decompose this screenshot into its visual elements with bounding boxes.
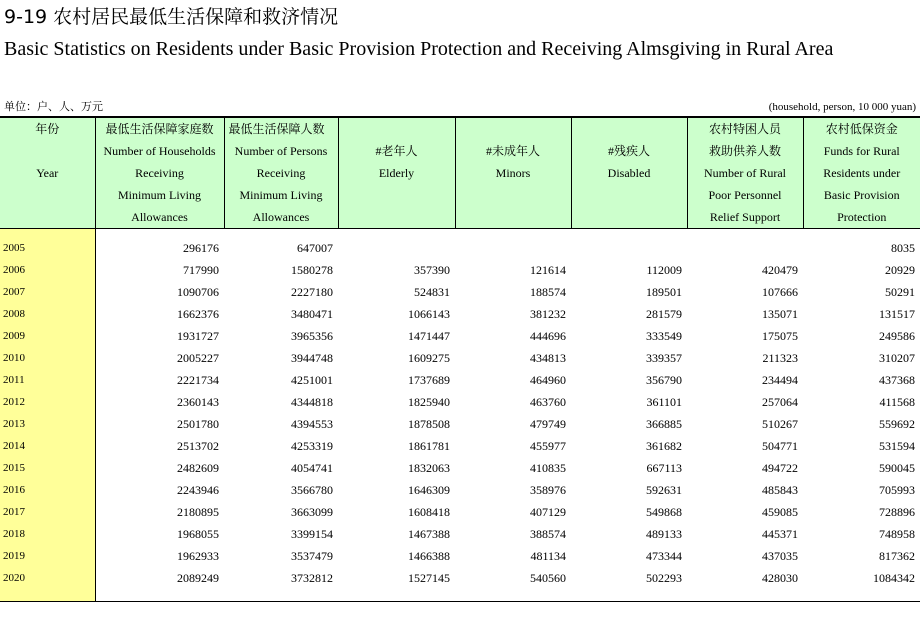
poor-cell: 211323 — [762, 351, 798, 365]
minors-cell: 540560 — [530, 571, 566, 585]
header-persons-line: Minimum Living — [239, 188, 323, 202]
elderly-cell: 1609275 — [408, 351, 450, 365]
persons-cell: 4344818 — [291, 395, 333, 409]
year-cell: 2009 — [0, 325, 95, 347]
minors-cell: 463760 — [530, 395, 566, 409]
filler-row — [0, 589, 920, 602]
header-poor-line: Number of Rural — [704, 166, 786, 180]
poor-cell: 107666 — [762, 285, 798, 299]
persons-cell: 3399154 — [291, 527, 333, 541]
table-title-english: Basic Statistics on Residents under Basic Provision Protection and Receiving Almsgiving in Rural Area — [4, 38, 834, 60]
header-households-line: Allowances — [131, 210, 188, 224]
funds-cell: 705993 — [879, 483, 915, 497]
poor-cell: 485843 — [762, 483, 798, 497]
table-row — [0, 281, 920, 303]
poor-cell: 135071 — [762, 307, 798, 321]
table-body — [0, 229, 920, 602]
header-persons-line: 最低生活保障人数 — [228, 122, 325, 136]
header-blank — [339, 118, 455, 140]
header-year-line — [0, 140, 95, 162]
minors-cell: 444696 — [530, 329, 566, 343]
persons-cell: 4251001 — [291, 373, 333, 387]
year-cell — [0, 229, 95, 238]
households-cell: 2501780 — [177, 417, 219, 431]
year-cell: 2020 — [0, 567, 95, 589]
filler-cell — [95, 589, 920, 602]
header-persons-line: Receiving — [256, 166, 306, 180]
disabled-cell: 489133 — [646, 527, 682, 541]
households-cell: 2513702 — [177, 439, 219, 453]
table-row — [0, 545, 920, 567]
funds-cell: 131517 — [879, 307, 915, 321]
disabled-cell: 339357 — [646, 351, 682, 365]
header-year — [0, 117, 95, 229]
year-cell: 2007 — [0, 281, 95, 303]
elderly-cell: 1832063 — [408, 461, 450, 475]
header-funds-line: Residents under — [823, 166, 901, 180]
households-cell: 2180895 — [177, 505, 219, 519]
minors-cell: 358976 — [530, 483, 566, 497]
minors-cell: 407129 — [530, 505, 566, 519]
elderly-cell: 1646309 — [408, 483, 450, 497]
households-cell: 2360143 — [177, 395, 219, 409]
table-row — [0, 523, 920, 545]
table-row — [0, 325, 920, 347]
poor-cell: 494722 — [762, 461, 798, 475]
disabled-cell: 549868 — [646, 505, 682, 519]
minors-cell: 434813 — [530, 351, 566, 365]
disabled-cell: 189501 — [646, 285, 682, 299]
elderly-cell: 1737689 — [408, 373, 450, 387]
poor-cell: 459085 — [762, 505, 798, 519]
elderly-cell: 1878508 — [408, 417, 450, 431]
year-cell: 2011 — [0, 369, 95, 391]
funds-cell: 1084342 — [873, 571, 915, 585]
poor-cell: 175075 — [762, 329, 798, 343]
poor-cell: 428030 — [762, 571, 798, 585]
households-cell: 1090706 — [177, 285, 219, 299]
households-cell: 2482609 — [177, 461, 219, 475]
header-year-line: 年份 — [35, 122, 60, 136]
minors-cell — [455, 237, 571, 259]
year-cell: 2005 — [0, 237, 95, 259]
header-funds-line: Funds for Rural — [823, 144, 900, 158]
table-row — [0, 435, 920, 457]
elderly-cell: 1861781 — [408, 439, 450, 453]
table-row — [0, 457, 920, 479]
households-cell: 296176 — [183, 241, 219, 255]
elderly-cell: 357390 — [414, 263, 450, 277]
funds-cell: 748958 — [879, 527, 915, 541]
funds-cell: 590045 — [879, 461, 915, 475]
persons-cell: 3732812 — [291, 571, 333, 585]
households-cell: 1968055 — [177, 527, 219, 541]
spacer-row — [0, 229, 920, 238]
header-households-line: 最低生活保障家庭数 — [105, 122, 214, 136]
households-cell: 1662376 — [177, 307, 219, 321]
minors-cell: 479749 — [530, 417, 566, 431]
households-cell: 2243946 — [177, 483, 219, 497]
header-poor-line: Relief Support — [709, 210, 781, 224]
table-title-chinese: 9-19 农村居民最低生活保障和救济情况 — [4, 6, 339, 28]
elderly-cell — [338, 237, 455, 259]
persons-cell: 4054741 — [291, 461, 333, 475]
minors-cell: 188574 — [530, 285, 566, 299]
table-row — [0, 567, 920, 589]
funds-cell: 728896 — [879, 505, 915, 519]
poor-cell: 510267 — [762, 417, 798, 431]
funds-cell: 559692 — [879, 417, 915, 431]
header-households-line: Receiving — [135, 166, 184, 180]
minors-cell: 381232 — [530, 307, 566, 321]
header-blank — [456, 118, 571, 140]
header-year-line: Year — [36, 166, 59, 180]
elderly-cell: 524831 — [414, 285, 450, 299]
funds-cell: 50291 — [885, 285, 915, 299]
households-cell: 1931727 — [177, 329, 219, 343]
header-poor-line: 救助供养人数 — [708, 144, 781, 158]
households-cell: 717990 — [183, 263, 219, 277]
year-cell: 2017 — [0, 501, 95, 523]
elderly-cell: 1527145 — [408, 571, 450, 585]
funds-cell: 8035 — [891, 241, 915, 255]
disabled-cell: 361101 — [646, 395, 682, 409]
table-row — [0, 347, 920, 369]
year-cell: 2018 — [0, 523, 95, 545]
header-persons-line: Number of Persons — [234, 144, 328, 158]
spacer-cell — [95, 229, 920, 238]
poor-cell: 234494 — [762, 373, 798, 387]
disabled-cell: 502293 — [646, 571, 682, 585]
persons-cell: 4394553 — [291, 417, 333, 431]
year-cell: 2012 — [0, 391, 95, 413]
table-row — [0, 259, 920, 281]
unit-label-chinese: 单位：户、人、万元 — [4, 100, 103, 113]
minors-cell: 121614 — [530, 263, 566, 277]
funds-cell: 437368 — [879, 373, 915, 387]
poor-cell: 257064 — [762, 395, 798, 409]
year-cell: 2015 — [0, 457, 95, 479]
disabled-cell: 281579 — [646, 307, 682, 321]
funds-cell: 817362 — [879, 549, 915, 563]
header-disabled — [571, 117, 687, 229]
table-row — [0, 237, 920, 259]
funds-cell: 531594 — [879, 439, 915, 453]
year-cell — [0, 589, 95, 602]
header-minors-line: Minors — [495, 166, 531, 180]
poor-cell: 437035 — [762, 549, 798, 563]
poor-cell: 420479 — [762, 263, 798, 277]
persons-cell: 3480471 — [291, 307, 333, 321]
disabled-cell: 333549 — [646, 329, 682, 343]
elderly-cell: 1467388 — [408, 527, 450, 541]
header-households — [95, 117, 224, 229]
poor-cell — [687, 237, 803, 259]
elderly-cell: 1066143 — [408, 307, 450, 321]
header-poor-relief — [687, 117, 803, 229]
poor-cell: 445371 — [762, 527, 798, 541]
funds-cell: 411568 — [879, 395, 915, 409]
table-row — [0, 413, 920, 435]
header-persons-line: Allowances — [252, 210, 310, 224]
disabled-cell — [571, 237, 687, 259]
header-poor-line: 农村特困人员 — [708, 122, 781, 136]
header-funds-line: 农村低保资金 — [825, 122, 898, 136]
elderly-cell: 1608418 — [408, 505, 450, 519]
minors-cell: 481134 — [530, 549, 566, 563]
elderly-cell: 1825940 — [408, 395, 450, 409]
minors-cell: 388574 — [530, 527, 566, 541]
households-cell: 2089249 — [177, 571, 219, 585]
header-poor-line: Poor Personnel — [708, 188, 782, 202]
disabled-cell: 473344 — [646, 549, 682, 563]
year-cell: 2008 — [0, 303, 95, 325]
persons-cell: 2227180 — [291, 285, 333, 299]
header-households-line: Minimum Living — [117, 188, 201, 202]
poor-cell: 504771 — [762, 439, 798, 453]
disabled-cell: 361682 — [646, 439, 682, 453]
header-elderly-line: #老年人 — [375, 144, 418, 158]
year-cell: 2016 — [0, 479, 95, 501]
header-elderly-line: Elderly — [378, 166, 415, 180]
table-row — [0, 303, 920, 325]
persons-cell: 3663099 — [291, 505, 333, 519]
persons-cell: 3537479 — [291, 549, 333, 563]
persons-cell: 647007 — [297, 241, 333, 255]
header-disabled-line: Disabled — [607, 166, 651, 180]
year-cell: 2014 — [0, 435, 95, 457]
header-blank — [572, 118, 687, 140]
households-cell: 2221734 — [177, 373, 219, 387]
header-funds-line: Basic Provision — [823, 188, 900, 202]
disabled-cell: 366885 — [646, 417, 682, 431]
elderly-cell: 1471447 — [408, 329, 450, 343]
persons-cell: 3965356 — [291, 329, 333, 343]
header-persons — [224, 117, 338, 229]
unit-label-english: (household, person, 10 000 yuan) — [768, 101, 916, 113]
disabled-cell: 112009 — [646, 263, 682, 277]
disabled-cell: 667113 — [646, 461, 682, 475]
year-cell: 2019 — [0, 545, 95, 567]
header-minors — [455, 117, 571, 229]
year-cell: 2013 — [0, 413, 95, 435]
header-funds — [803, 117, 920, 229]
year-cell: 2010 — [0, 347, 95, 369]
header-elderly — [338, 117, 455, 229]
disabled-cell: 356790 — [646, 373, 682, 387]
table-row — [0, 501, 920, 523]
funds-cell: 20929 — [885, 263, 915, 277]
disabled-cell: 592631 — [646, 483, 682, 497]
persons-cell: 1580278 — [291, 263, 333, 277]
statistics-table — [0, 116, 920, 602]
funds-cell: 310207 — [879, 351, 915, 365]
minors-cell: 410835 — [530, 461, 566, 475]
elderly-cell: 1466388 — [408, 549, 450, 563]
table-row — [0, 369, 920, 391]
households-cell: 1962933 — [177, 549, 219, 563]
table-row — [0, 479, 920, 501]
header-minors-line: #未成年人 — [485, 144, 540, 158]
header-disabled-line: #残疾人 — [607, 144, 650, 158]
table-row — [0, 391, 920, 413]
households-cell: 2005227 — [177, 351, 219, 365]
minors-cell: 464960 — [530, 373, 566, 387]
persons-cell: 4253319 — [291, 439, 333, 453]
header-funds-line: Protection — [837, 210, 887, 224]
minors-cell: 455977 — [530, 439, 566, 453]
persons-cell: 3566780 — [291, 483, 333, 497]
persons-cell: 3944748 — [291, 351, 333, 365]
year-cell: 2006 — [0, 259, 95, 281]
funds-cell: 249586 — [879, 329, 915, 343]
header-households-line: Number of Households — [103, 144, 216, 158]
